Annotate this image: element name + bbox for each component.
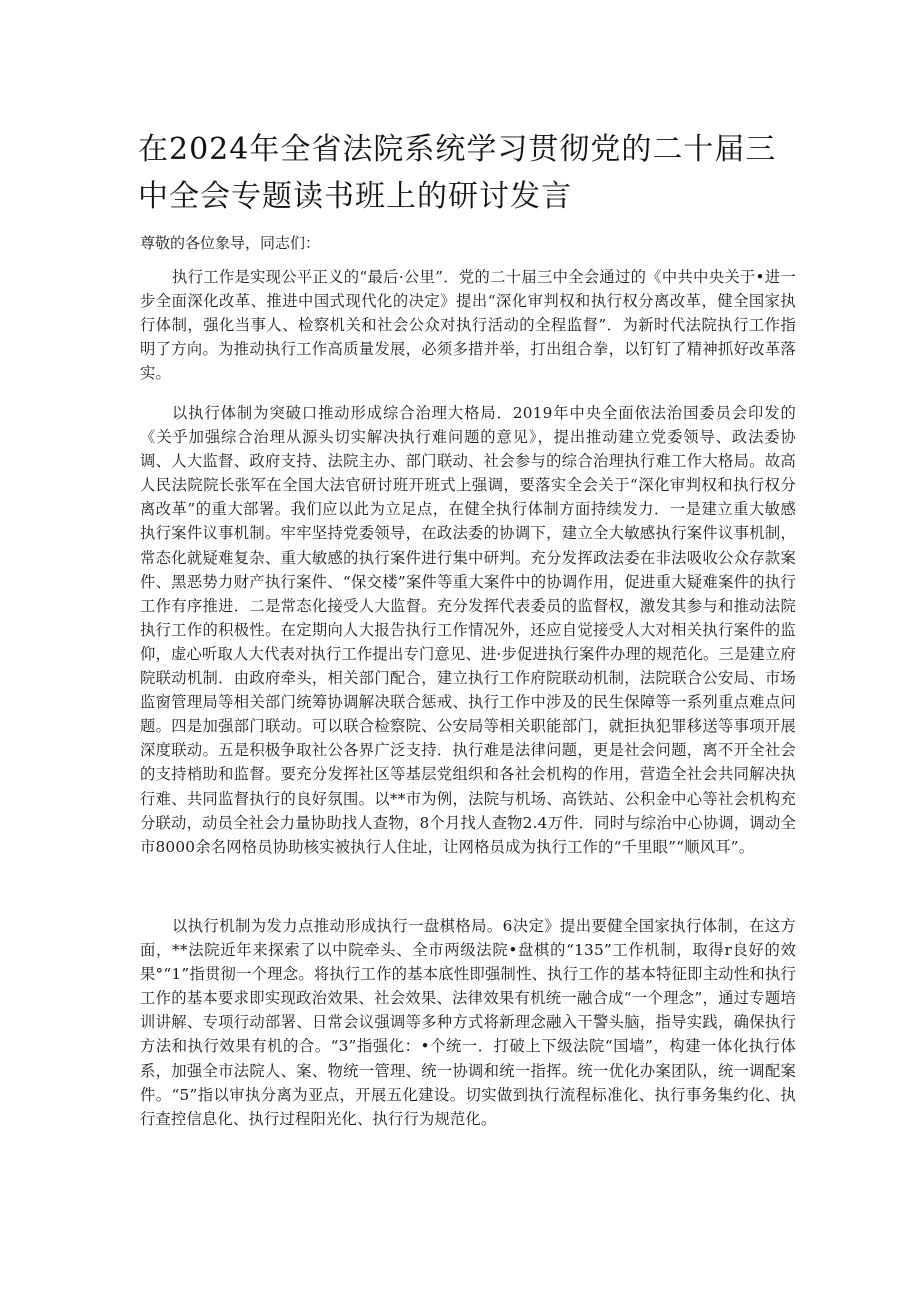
paragraph-execution-system: 以执行体制为突破口推动形成综合治理大格局．2019年中央全面依法治国委员会印发的《关乎加强综合治理从源头切实解决执行难问题的意见》，提出推动建立党委领导、政法委协调、人大监督、政府支持、法院主办、部门联动、社会参与的综合治理执行难工作大格局。故高人民法院院长张军在全国大法官研讨班开班式上强调，要落实全会关于“深化审判权和执行权分离改革”的重大部署。我们应以此为立足点，在健全执行体制方面持续发力．一是建立重大敏感执行案件议事机制。牢牢坚持党委领导，在政法委的协调下，建立全大敏感执行案件议事机制，常态化就疑难复杂、重大敏感的执行案件进行集中研判。充分发挥政法委在非法吸收公众存款案件、黑恶势力财产执行案件、“保交楼”案件等重大案件中的协调作用，促进重大疑难案件的执行工作有序推进．二是常态化接受人大监督。充分发挥代表委员的监督权，激发其参与和推动法院执行工作的积极性。在定期向人大报告执行工作情况外，还应自觉接受人大对相关执行案件的监仰，虚心听取人大代表对执行工作提出专门意见、进·步促进执行案件办理的规范化。三是建立府院联动机制．由政府牵头，相关部门配合，建立执行工作府院联动机制，法院联合公安局、市场监窗管理局等相关部门统筹协调解决联合惩戒、执行工作中涉及的民生保障等一系列重点难点问题。四是加强部门联动。可以联合检察院、公安局等相关职能部门，就拒执犯罪移送等事项开展深度联动。五是积极争取社公各界广泛支持．执行难是法律问题，更是社会问题，离不开全社会的支持梢助和监督。要充分发挥社区等基层党组织和各社会机构的作用，营造全社会共同解决执行难、共同监督执行的良好氛围。以**市为例，法院与机场、高铁站、公积金中心等社会机构充分联动，动员全社会力量协助找人查物，8个月找人查物2.4万件．同时与综治中心协调，调动全市8000余名网格员协助核实被执行人住址，让网格员成为执行工作的“千里眼”“顺风耳”。 [140, 404, 796, 856]
document-title: 在2024年全省法院系统学习贯彻党的二十届三中全会专题读书班上的研讨发言 [138, 132, 777, 214]
salutation: 尊敬的各位象导，同志们： [140, 234, 321, 252]
paragraph-intro: 执行工作是实现公平正义的“最后·公里”．党的二十届三中全会通过的《中共中央关于•进一步全面深化改革、推进中国式现代化的决定》提出“深化审判权和执行权分离改革，健全国家执行体制，强化当事人、检察机关和社会公众对执行活动的全程监督”．为新时代法院执行工作指明了方向。为推动执行工作高质量发展，必须多措并举，打出组合拳，以钉钉了精神抓好改革落实。 [140, 268, 796, 383]
paragraph-execution-mechanism: 以执行机制为发力点推动形成执行一盘棋格局。6决定》提出要健全国家执行体制，在这方面，**法院近年来探索了以中院牵头、全市两级法院•盘棋的“135”工作机制，取得r良好的效果°“1”指贯彻一个理念。将执行工作的基本底性即强制性、执行工作的基本特征即主动性和执行工作的基本要求即实现政治效果、社会效果、法律效果有机统一融合成“一个理念”，通过专题培训讲解、专项行动部署、日常会议强调等多种方式将新理念融入干警头脑，指导实践，确保执行方法和执行效果有机的合。“3”指强化：•个统一．打破上下级法院“国墙”，构建一体化执行体系，加强全市法院人、案、物统一管理、统一协调和统一指挥。统一优化办案团队，统一调配案件。“5”指以审执分离为亚点，开展五化建设。切实做到执行流程标准化、执行事务集约化、执行查控信息化、执行过程阳光化、执行行为规范化。 [140, 917, 796, 1128]
